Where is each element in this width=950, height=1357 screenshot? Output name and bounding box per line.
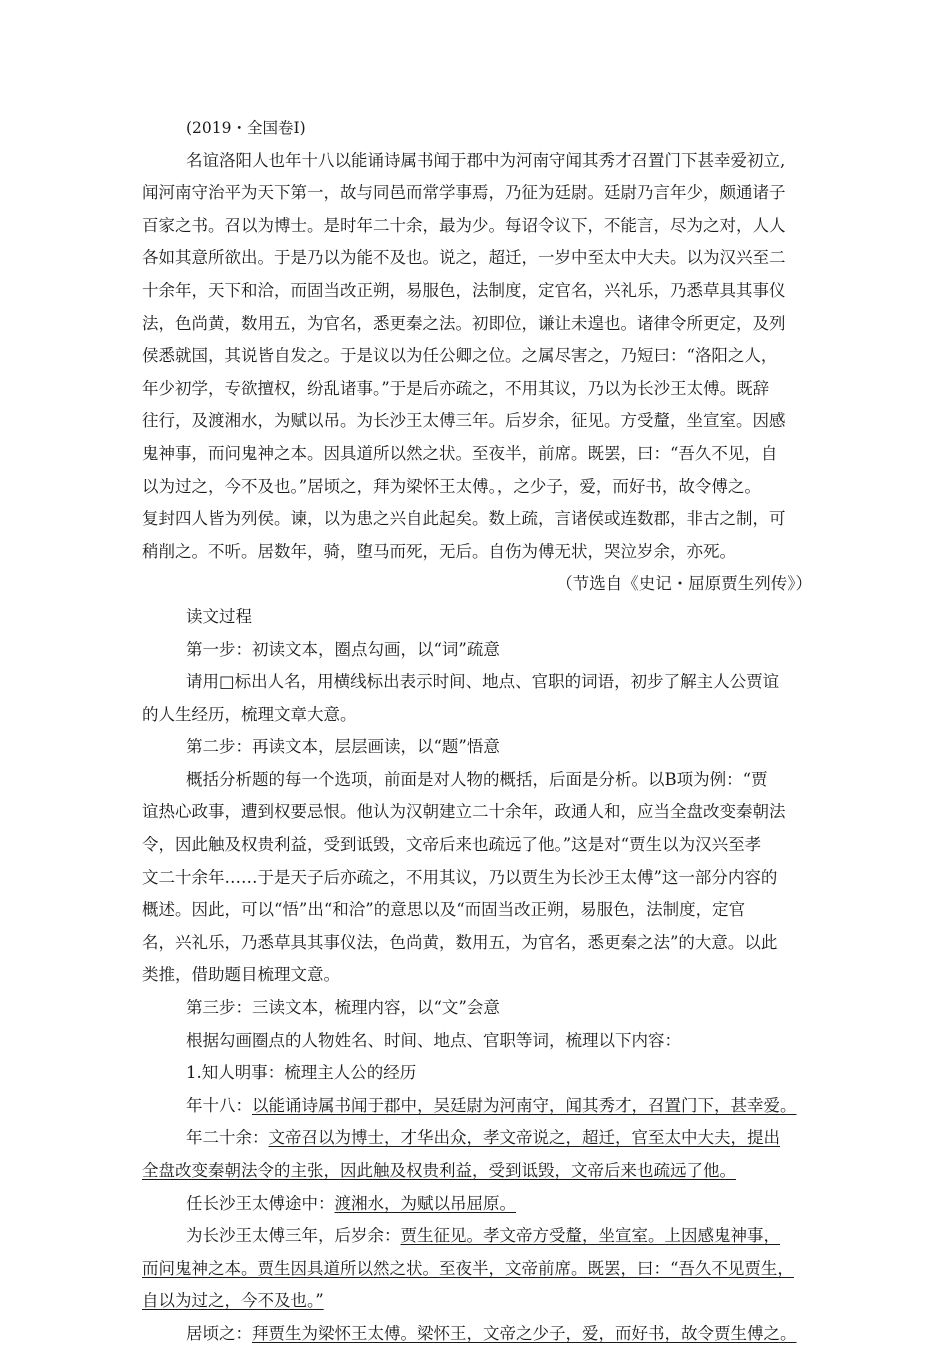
entry-answer: 全盘改变秦朝法令的主张，因此触及权贵利益，受到诋毁，文帝后来也疏远了他。 <box>142 1161 736 1180</box>
step1-body: 请用□标出人名，用横线标出表示时间、地点、官职的词语，初步了解主人公贾谊 <box>186 672 780 692</box>
passage-line: 往行，及渡湘水，为赋以吊。为长沙王太傅三年。后岁余，征见。方受釐，坐宣室。因感 <box>142 411 786 431</box>
entry-label: 年二十余： <box>186 1128 269 1148</box>
passage-line: 稍削之。不听。居数年，骑，堕马而死，无后。自伤为傅无状，哭泣岁余，亦死。 <box>142 541 736 561</box>
source-tag: (2019・全国卷Ⅰ) <box>186 119 306 137</box>
entry-label: 居顷之： <box>186 1323 252 1343</box>
step3-title: 第三步：三读文本，梳理内容，以“文”会意 <box>186 998 500 1018</box>
step1-body: 的人生经历，梳理文章大意。 <box>142 704 357 724</box>
timeline-entry-cont <box>142 1161 812 1181</box>
timeline-entry <box>142 1194 812 1214</box>
passage-line: 十余年，天下和洽，而固当改正朔，易服色，法制度，定官名，兴礼乐，乃悉草具其事仪 <box>142 280 786 300</box>
step2-body: 文二十余年……于是天子后亦疏之，不用其议，乃以贾生为长沙王太傅”这一部分内容的 <box>142 867 778 887</box>
source-note: （节选自《史记・屈原贾生列传》） <box>556 574 812 594</box>
step2-title: 第二步：再读文本，层层画读，以“题”悟意 <box>186 737 500 757</box>
reading-heading: 读文过程 <box>186 606 252 626</box>
timeline-entry <box>142 1324 812 1344</box>
timeline-entry-cont <box>142 1259 812 1279</box>
entry-answer: 文帝召以为博士，才华出众，孝文帝说之，超迁，官至太中大夫，提出 <box>268 1128 780 1148</box>
entry-answer: 贾生征见。孝文帝方受釐，坐宣室。上因感鬼神事， <box>400 1226 780 1246</box>
timeline-entry <box>142 1096 812 1116</box>
passage-line: 闻河南守治平为天下第一，故与同邑而常学事焉，乃征为廷尉。廷尉乃言年少，颇通诸子 <box>142 183 786 203</box>
step2-body: 概述。因此，可以“悟”出“和洽”的意思以及“而固当改正朔，易服色，法制度，定官 <box>142 900 746 920</box>
step2-body: 概括分析题的每一个选项，前面是对人物的概括，后面是分析。以B项为例：“贾 <box>186 769 768 789</box>
entry-answer: 以能诵诗属书闻于郡中，吴廷尉为河南守，闻其秀才，召置门下，甚幸爱。 <box>252 1095 797 1115</box>
passage-line: 以为过之，今不及也。”居顷之，拜为梁怀王太傅。，之少子，爱，而好书，故令傅之。 <box>142 476 761 496</box>
passage-line: 各如其意所欲出。于是乃以为能不及也。说之，超迁，一岁中至太中大夫。以为汉兴至二 <box>142 248 786 268</box>
passage-line: 复封四人皆为列侯。谏，以为患之兴自此起矣。数上疏，言诸侯或连数郡，非古之制，可 <box>142 509 786 529</box>
timeline-entry-cont <box>142 1291 812 1311</box>
subsection-title: 1.知人明事：梳理主人公的经历 <box>186 1063 417 1083</box>
entry-answer: 而问鬼神之本。贾生因具道所以然之状。至夜半，文帝前席。既罢，曰：“吾久不见贾生， <box>142 1258 794 1278</box>
passage-line: 侯悉就国，其说皆自发之。于是议以为任公卿之位。之属尽害之，乃短曰：“洛阳之人， <box>142 346 778 366</box>
step2-body: 名，兴礼乐，乃悉草具其事仪法，色尚黄，数用五，为官名，悉更秦之法”的大意。以此 <box>142 932 778 952</box>
timeline-entry <box>142 1226 812 1246</box>
entry-label: 任长沙王太傅途中： <box>186 1193 335 1213</box>
passage-line: 名谊洛阳人也年十八以能诵诗属书闻于郡中为河南守闻其秀才召置门下甚幸爱初立, <box>186 150 786 170</box>
step1-title: 第一步：初读文本，圈点勾画，以“词”疏意 <box>186 639 500 659</box>
step3-body: 根据勾画圈点的人物姓名、时间、地点、官职等词，梳理以下内容： <box>186 1030 681 1050</box>
entry-label: 为长沙王太傅三年，后岁余： <box>186 1226 401 1246</box>
entry-answer: 拜贾生为梁怀王太傅。梁怀王，文帝之少子，爱，而好书，故令贾生傅之。 <box>252 1323 797 1343</box>
entry-label: 年十八： <box>186 1095 252 1115</box>
passage-line: 年少初学，专欲擅权，纷乱诸事。”于是后亦疏之，不用其议，乃以为长沙王太傅。既辞 <box>142 378 770 398</box>
step2-body: 类推，借助题目梳理文意。 <box>142 965 340 985</box>
entry-answer: 自以为过之，今不及也。” <box>142 1291 324 1311</box>
passage-line: 百家之书。召以为博士。是时年二十余，最为少。每诏令议下，不能言，尽为之对，人人 <box>142 215 786 235</box>
passage-line: 法，色尚黄，数用五，为官名，悉更秦之法。初即位，谦让未遑也。诸律令所更定，及列 <box>142 313 786 333</box>
step2-body: 令，因此触及权贵利益，受到诋毁，文帝后来也疏远了他。”这是对“贾生以为汉兴至孝 <box>142 835 762 855</box>
step2-body: 谊热心政事，遭到权要忌恨。他认为汉朝建立二十余年，政通人和，应当全盘改变秦朝法 <box>142 802 786 822</box>
timeline-entry <box>142 1128 812 1148</box>
document-page <box>142 118 812 1357</box>
entry-answer: 渡湘水，为赋以吊屈原。 <box>334 1193 516 1213</box>
passage-line: 鬼神事，而问鬼神之本。因具道所以然之状。至夜半，前席。既罢，曰：“吾久不见，自 <box>142 443 778 463</box>
